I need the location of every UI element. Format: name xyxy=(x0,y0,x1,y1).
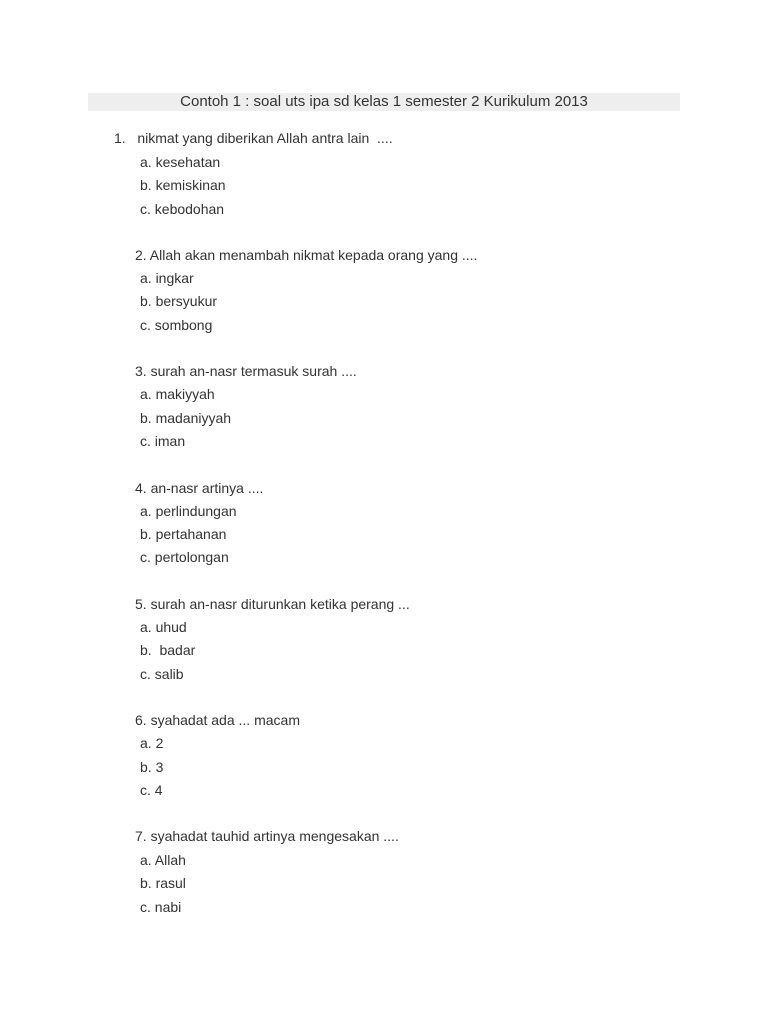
question-5-option-b: b. badar xyxy=(140,642,196,658)
question-1-option-c: c. kebodohan xyxy=(140,201,225,217)
question-1-text: 1. nikmat yang diberikan Allah antra lain .... xyxy=(114,130,393,146)
question-7-text: 7. syahadat tauhid artinya mengesakan .... xyxy=(135,828,399,844)
question-2-text: 2. Allah akan menambah nikmat kepada orang yang .... xyxy=(135,247,478,263)
question-4-option-c: c. pertolongan xyxy=(140,549,229,565)
question-3-text: 3. surah an-nasr termasuk surah .... xyxy=(135,363,357,379)
question-6-option-c: c. 4 xyxy=(140,782,163,798)
question-1-option-b: b. kemiskinan xyxy=(140,177,226,193)
document-title: Contoh 1 : soal uts ipa sd kelas 1 semester 2 Kurikulum 2013 xyxy=(88,93,680,111)
question-2-option-c: c. sombong xyxy=(140,317,213,333)
question-1-option-a: a. kesehatan xyxy=(140,154,221,170)
question-6-option-b: b. 3 xyxy=(140,759,164,775)
question-3-option-b: b. madaniyyah xyxy=(140,410,232,426)
question-2-option-a: a. ingkar xyxy=(140,270,194,286)
question-4-text: 4. an-nasr artinya .... xyxy=(135,480,264,496)
question-5-text: 5. surah an-nasr diturunkan ketika perang ... xyxy=(135,596,410,612)
question-5-option-a: a. uhud xyxy=(140,619,187,635)
question-2-option-b: b. bersyukur xyxy=(140,293,218,309)
question-7-option-a: a. Allah xyxy=(140,852,186,868)
question-6-text: 6. syahadat ada ... macam xyxy=(135,712,300,728)
question-6-option-a: a. 2 xyxy=(140,735,164,751)
question-4-option-a: a. perlindungan xyxy=(140,503,237,519)
question-7-option-b: b. rasul xyxy=(140,875,186,891)
question-3-option-a: a. makiyyah xyxy=(140,386,215,402)
question-5-option-c: c. salib xyxy=(140,666,184,682)
question-7-option-c: c. nabi xyxy=(140,899,182,915)
question-3-option-c: c. iman xyxy=(140,433,186,449)
question-4-option-b: b. pertahanan xyxy=(140,526,227,542)
